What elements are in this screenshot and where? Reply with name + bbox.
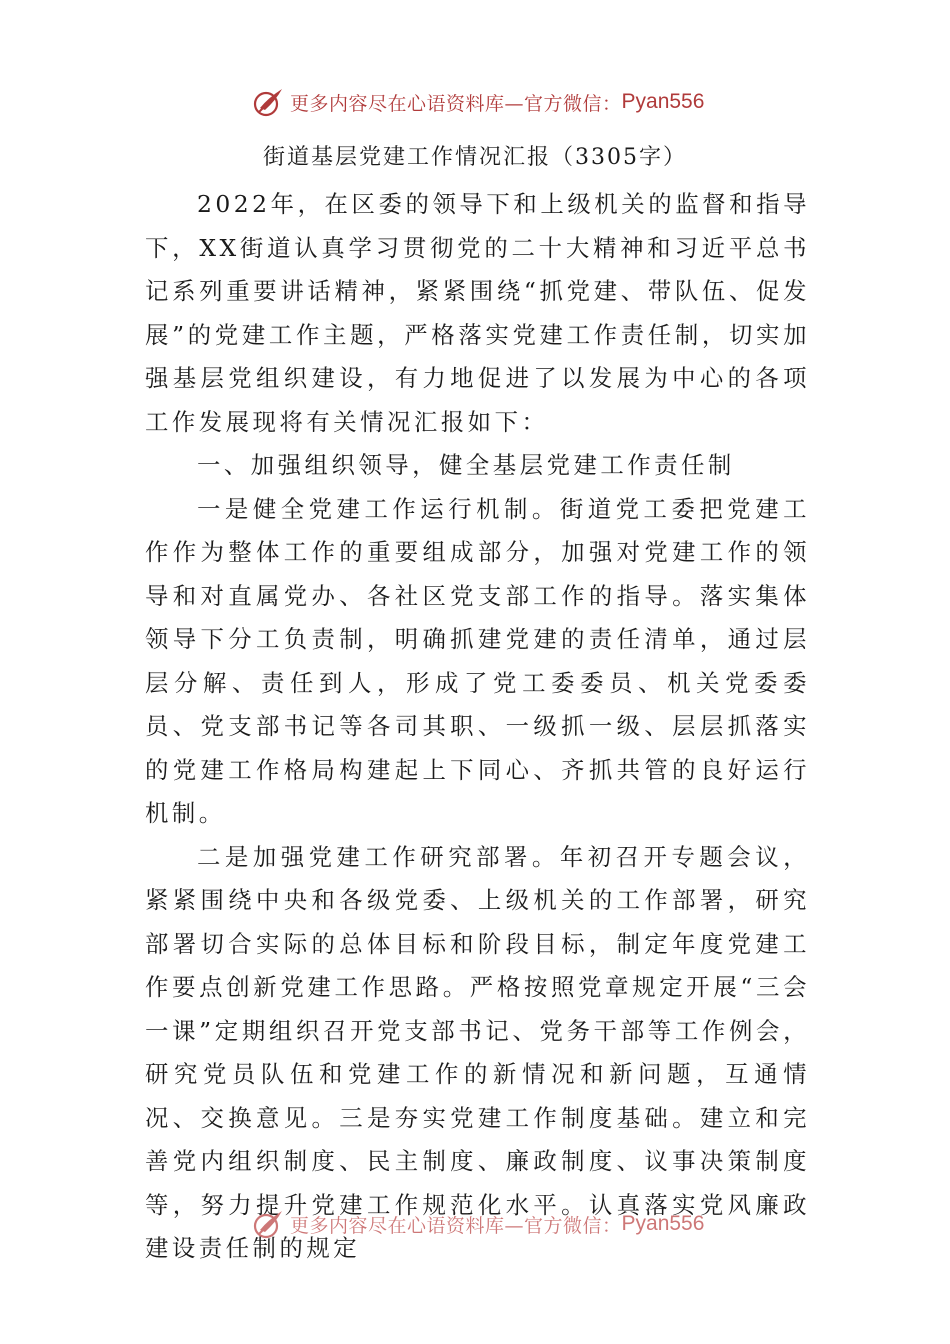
watermark-wechat-id: Pyan556 — [621, 90, 705, 113]
document-body — [145, 183, 810, 1271]
watermark-banner-bottom — [250, 1204, 704, 1244]
watermark-text: 更多内容尽在心语资料库—官方微信： — [290, 92, 622, 115]
section-heading-1: 一、加强组织领导，健全基层党建工作责任制 — [197, 451, 735, 479]
watermark-text: 更多内容尽在心语资料库—官方微信： — [290, 1214, 622, 1237]
quill-logo-icon — [250, 1206, 286, 1242]
watermark-banner-top — [250, 82, 704, 122]
paragraph-intro: 2022年，在区委的领导下和上级机关的监督和指导下，XX街道认真学习贯彻党的二十大精神和习近平总书记系列重要讲话精神，紧紧围绕“抓党建、带队伍、促发展”的党建工作主题，严格落实党建工作责任制，切实加强基层党组织建设，有力地促进了以发展为中心的各项工作发展现将有关情况汇报如下： — [145, 190, 810, 436]
document-title: 街道基层党建工作情况汇报（3305字） — [263, 145, 687, 170]
watermark-wechat-id: Pyan556 — [621, 1212, 705, 1235]
quill-logo-icon — [250, 84, 286, 120]
paragraph-research: 二是加强党建工作研究部署。年初召开专题会议，紧紧围绕中央和各级党委、上级机关的工作部署，研究部署切合实际的总体目标和阶段目标，制定年度党建工作要点创新党建工作思路。严格按照党章规定开展“三会一课”定期组织召开党支部书记、党务干部等工作例会，研究党员队伍和党建工作的新情况和新问题，互通情况、交换意见。三是夯实党建工作制度基础。建立和完善党内组织制度、民主制度、廉政制度、议事决策制度等，努力提升党建工作规范化水平。认真落实党风廉政建设责任制的规定 — [145, 842, 810, 1262]
paragraph-mechanism: 一是健全党建工作运行机制。街道党工委把党建工作作为整体工作的重要组成部分，加强对党建工作的领导和对直属党办、各社区党支部工作的指导。落实集体领导下分工负责制，明确抓建党建的责任清单，通过层层分解、责任到人，形成了党工委委员、机关党委委员、党支部书记等各司其职、一级抓一级、层层抓落实的党建工作格局构建起上下同心、齐抓共管的良好运行机制。 — [145, 494, 810, 827]
